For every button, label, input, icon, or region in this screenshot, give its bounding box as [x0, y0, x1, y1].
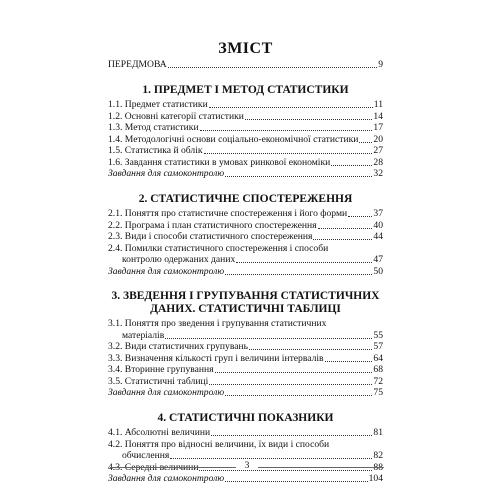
dot-leader [165, 338, 372, 339]
section-heading-2: 2. СТАТИСТИЧНЕ СПОСТЕРЕЖЕННЯ [138, 192, 353, 205]
toc-entry-label: Завдання для самоконтролю [108, 168, 225, 179]
toc-entry [108, 145, 383, 157]
dot-leader [225, 395, 372, 396]
toc-entry-page: 82 [373, 450, 383, 461]
toc-entry-label: 2.4. Помилки статистичного спостереження і способи [108, 242, 329, 254]
toc-entry-page: 11 [373, 99, 383, 110]
toc-entry [108, 353, 383, 365]
section-heading-line: ДАНИХ. СТАТИСТИЧНІ ТАБЛИЦІ [150, 302, 341, 315]
toc-entry-page: 32 [373, 168, 383, 179]
toc-entry-label: 1.1. Предмет статистики [108, 99, 208, 110]
toc-entry [108, 122, 383, 134]
dot-leader [325, 361, 373, 362]
dot-leader [199, 470, 372, 471]
toc-entry-label: 4.1. Абсолютні величини [108, 427, 211, 438]
dot-leader [236, 262, 372, 263]
toc-entry-self-control [108, 168, 383, 180]
page-number: 3 [244, 460, 250, 471]
toc-entry-label: 2.1. Поняття про статистичне спостереження і його форми [108, 208, 348, 219]
toc-entry-page: 37 [373, 208, 383, 219]
toc-entry-page: 55 [373, 329, 383, 341]
toc-entry-multiline [108, 318, 383, 341]
section-heading-3 [108, 290, 383, 315]
toc-content [108, 40, 383, 485]
toc-entry-page: 88 [373, 461, 383, 473]
toc-entry-label-continued: матеріалів [122, 329, 165, 341]
dot-leader [209, 384, 372, 385]
toc-entry-label-continued: обчислення [122, 450, 170, 461]
toc-entry-self-control [108, 473, 383, 485]
section-heading-line: 3. ЗВЕДЕННЯ І ГРУПУВАННЯ СТАТИСТИЧНИХ [111, 290, 380, 302]
dot-leader [204, 153, 373, 154]
toc-entry-page: 81 [373, 427, 383, 438]
dot-leader [225, 176, 372, 177]
toc-entry-multiline [108, 243, 383, 266]
toc-entry [108, 341, 383, 353]
section-heading-4: 4. СТАТИСТИЧНІ ПОКАЗНИКИ [157, 411, 334, 424]
toc-entry-label: 3.1. Поняття про зведення і групування статистичних [108, 318, 327, 329]
dot-leader [318, 228, 373, 229]
toc-entry-label: 2.2. Програма і план статистичного спостереження [108, 219, 317, 231]
toc-entry-preface [108, 59, 383, 71]
dot-leader [348, 216, 372, 217]
toc-entry [108, 208, 383, 220]
dot-leader [359, 142, 372, 143]
toc-entry-label: 1.3. Метод статистики [108, 122, 199, 133]
footer-rule-right [258, 467, 384, 468]
toc-entry-label: 4.3. Середні величини [108, 461, 199, 473]
dot-leader [313, 239, 372, 240]
toc-entry-label: 2.3. Види і способи статистичного спостереження [108, 231, 313, 242]
toc-entry-self-control [108, 387, 383, 399]
toc-entry-page: 28 [373, 156, 383, 168]
toc-entry [108, 134, 383, 146]
dot-leader [249, 349, 372, 350]
toc-entry-page: 44 [373, 231, 383, 242]
toc-entry-self-control [108, 266, 383, 278]
toc-entry-label: 4.2. Поняття про відносні величини, їх види і способи [108, 438, 330, 450]
toc-entry [108, 157, 383, 169]
toc-entry-page: 72 [373, 375, 383, 387]
dot-leader [215, 372, 373, 373]
toc-entry-label: 1.4. Методологічні основи соціально-економічної статистики [108, 133, 359, 145]
toc-entry-label: Завдання для самоконтролю [108, 473, 225, 484]
toc-entry-label: 1.5. Статистика й облік [108, 145, 203, 156]
dot-leader [331, 165, 372, 166]
toc-entry [108, 220, 383, 232]
dot-leader [245, 119, 372, 120]
toc-entry-page: 57 [373, 341, 383, 352]
toc-entry [108, 99, 383, 111]
toc-entry-multiline [108, 439, 383, 462]
toc-entry-label: ПЕРЕДМОВА [108, 59, 167, 70]
section-heading-1: 1. ПРЕДМЕТ І МЕТОД СТАТИСТИКИ [142, 83, 349, 96]
dot-leader [200, 130, 373, 131]
toc-entry-page: 14 [373, 110, 383, 122]
toc-entry-label-continued: контролю одержаних даних [122, 254, 236, 265]
toc-entry-label: Завдання для самоконтролю [108, 387, 225, 398]
toc-entry-page: 20 [373, 133, 383, 145]
footer-rule-left [110, 467, 236, 468]
toc-entry-page: 40 [373, 219, 383, 231]
toc-entry-label: 3.2. Види статистичних групувань [108, 341, 249, 352]
toc-entry-page: 75 [373, 387, 383, 398]
dot-leader [225, 274, 372, 275]
toc-entry-label: Завдання для самоконтролю [108, 265, 225, 277]
dot-leader [170, 458, 372, 459]
toc-entry-page: 50 [373, 265, 383, 277]
dot-leader [211, 435, 372, 436]
toc-entry-page: 27 [373, 145, 383, 156]
dot-leader [225, 481, 368, 482]
toc-entry-page: 17 [373, 122, 383, 133]
toc-entry [108, 376, 383, 388]
toc-entry-page: 64 [373, 352, 383, 364]
toc-entry-label: 1.2. Основні категорії статистики [108, 110, 244, 122]
toc-entry-page: 68 [373, 364, 383, 375]
page-title: ЗМІСТ [218, 40, 273, 57]
toc-entry-label: 3.5. Статистичні таблиці [108, 375, 209, 387]
toc-entry-label: 3.3. Визначення кількості груп і величини інтервалів [108, 352, 324, 364]
toc-entry [108, 111, 383, 123]
toc-entry-page: 104 [368, 473, 383, 484]
toc-entry [108, 364, 383, 376]
dot-leader [209, 107, 373, 108]
toc-entry-page: 9 [378, 59, 383, 70]
dot-leader [168, 67, 377, 68]
toc-entry [108, 427, 383, 439]
toc-entry-label: 3.4. Вторинне групування [108, 364, 214, 375]
toc-entry-label: 1.6. Завдання статистики в умовах ринкової економіки [108, 156, 331, 168]
toc-entry [108, 231, 383, 243]
toc-entry-page: 47 [373, 254, 383, 265]
